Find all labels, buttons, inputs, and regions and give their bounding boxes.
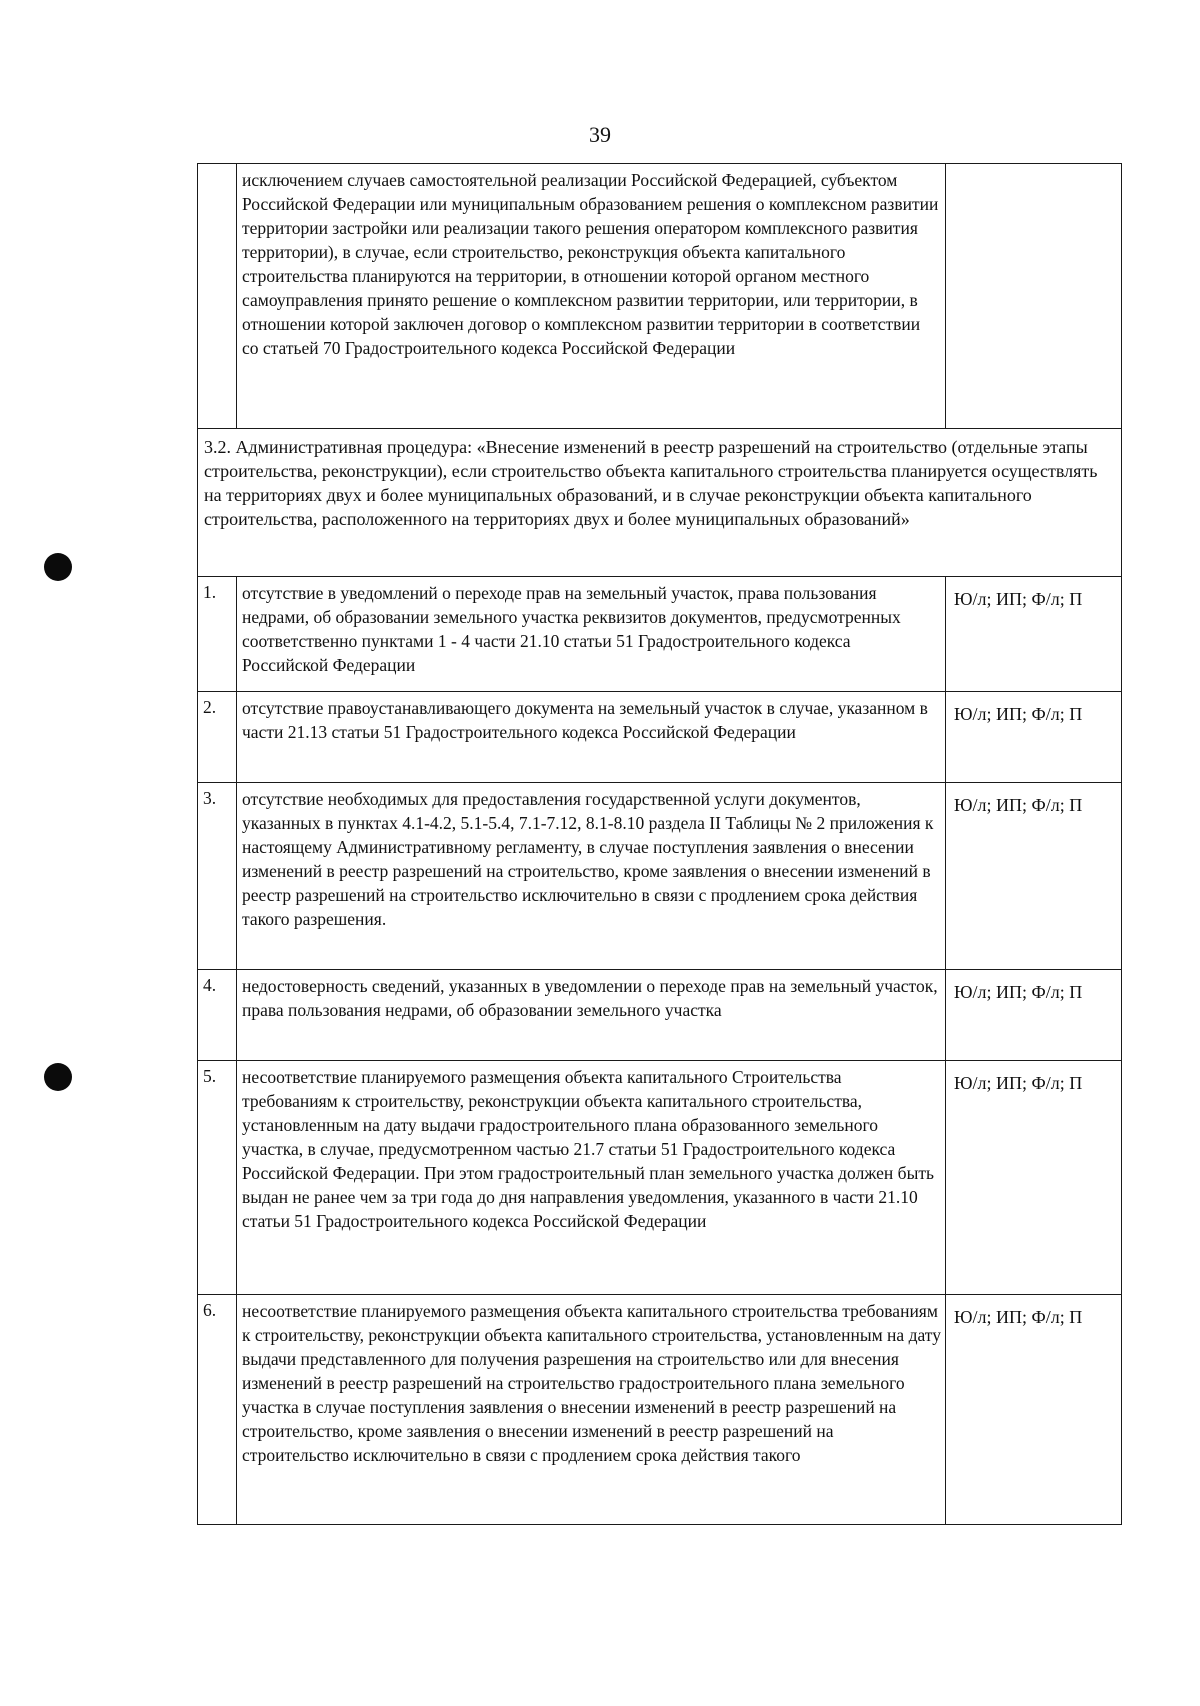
- row-text: недостоверность сведений, указанных в уведомлении о переходе прав на земельный участок, права пользования недрами, об образовании земельного участка: [237, 970, 946, 1061]
- continuation-text: исключением случаев самостоятельной реализации Российской Федерацией, субъектом Российской Федерации или муниципальным образованием решения о комплексном развитии территории застройки или реализации такого решения оператором комплексного развития территории), в случае, если строительство, реконструкция объекта капитального строительства планируются на территории, в отношении которой органом местного самоуправления принято решение о комплексном развитии территории, или территории, в отношении которой заключен договор о комплексном развитии территории в соответствии со статьей 70 Градостроительного кодекса Российской Федерации: [237, 164, 946, 429]
- section-row: [198, 429, 1122, 577]
- table-row: [198, 577, 1122, 692]
- row-applicants: Ю/л; ИП; Ф/л; П: [946, 577, 1122, 692]
- row-number: 3.: [198, 783, 237, 970]
- row-text: несоответствие планируемого размещения объекта капитального Строительства требованиям к строительству, реконструкции объекта капитального строительства, установленным на дату выдачи градостроительного плана образованного земельного участка, в случае, предусмотренном частью 21.7 статьи 51 Градостроительного кодекса Российской Федерации. При этом градостроительный план земельного участка должен быть выдан не ранее чем за три года до дня направления уведомления, указанного в части 21.10 статьи 51 Градостроительного кодекса Российской Федерации: [237, 1061, 946, 1295]
- row-applicants: Ю/л; ИП; Ф/л; П: [946, 692, 1122, 783]
- table-row: [198, 1061, 1122, 1295]
- row-number: 4.: [198, 970, 237, 1061]
- section-heading: 3.2. Административная процедура: «Внесение изменений в реестр разрешений на строительство (отдельные этапы строительства, реконструкции), если строительство объекта капитального строительства планируется осуществлять на территориях двух и более муниципальных образований, и в случае реконструкции объекта капитального строительства, расположенного на территориях двух и более муниципальных образований»: [198, 429, 1122, 577]
- row-number: 5.: [198, 1061, 237, 1295]
- page-number: 39: [589, 122, 611, 147]
- punch-hole-mark: [44, 553, 72, 581]
- row-text: отсутствие правоустанавливающего документа на земельный участок в случае, указанном в части 21.13 статьи 51 Градостроительного кодекса Российской Федерации: [237, 692, 946, 783]
- row-applicants: Ю/л; ИП; Ф/л; П: [946, 1061, 1122, 1295]
- row-applicants: Ю/л; ИП; Ф/л; П: [946, 970, 1122, 1061]
- row-number: 6.: [198, 1295, 237, 1525]
- row-number: 1.: [198, 577, 237, 692]
- row-number: 2.: [198, 692, 237, 783]
- punch-hole-mark: [44, 1063, 72, 1091]
- table-row: [198, 692, 1122, 783]
- row-applicants: Ю/л; ИП; Ф/л; П: [946, 1295, 1122, 1525]
- grounds-table: [197, 163, 1122, 1525]
- table-row: [198, 1295, 1122, 1525]
- table-row: [198, 970, 1122, 1061]
- row-text: отсутствие в уведомлений о переходе прав на земельный участок, права пользования недрами, об образовании земельного участка реквизитов документов, предусмотренных соответственно пунктами 1 - 4 части 21.10 статьи 51 Градостроительного кодекса Российской Федерации: [237, 577, 946, 692]
- table-row: [198, 783, 1122, 970]
- row-text: несоответствие планируемого размещения объекта капитального строительства требованиям к строительству, реконструкции объекта капитального строительства, установленным на дату выдачи представленного для получения разрешения на строительство или для внесения изменений в реестр разрешений на строительство градостроительного плана земельного участка в случае поступления заявления о внесении изменений в реестр разрешений на строительство, кроме заявления о внесении изменений в реестр разрешений на строительство исключительно в связи с продлением срока действия такого: [237, 1295, 946, 1525]
- applicant-cell: [946, 164, 1122, 429]
- row-applicants: Ю/л; ИП; Ф/л; П: [946, 783, 1122, 970]
- row-text: отсутствие необходимых для предоставления государственной услуги документов, указанных в пунктах 4.1-4.2, 5.1-5.4, 7.1-7.12, 8.1-8.10 раздела II Таблицы № 2 приложения к настоящему Административному регламенту, в случае поступления заявления о внесении изменений в реестр разрешений на строительство, кроме заявления о внесении изменений в реестр разрешений на строительство исключительно в связи с продлением срока действия такого разрешения.: [237, 783, 946, 970]
- continuation-row: [198, 164, 1122, 429]
- row-number-cell: [198, 164, 237, 429]
